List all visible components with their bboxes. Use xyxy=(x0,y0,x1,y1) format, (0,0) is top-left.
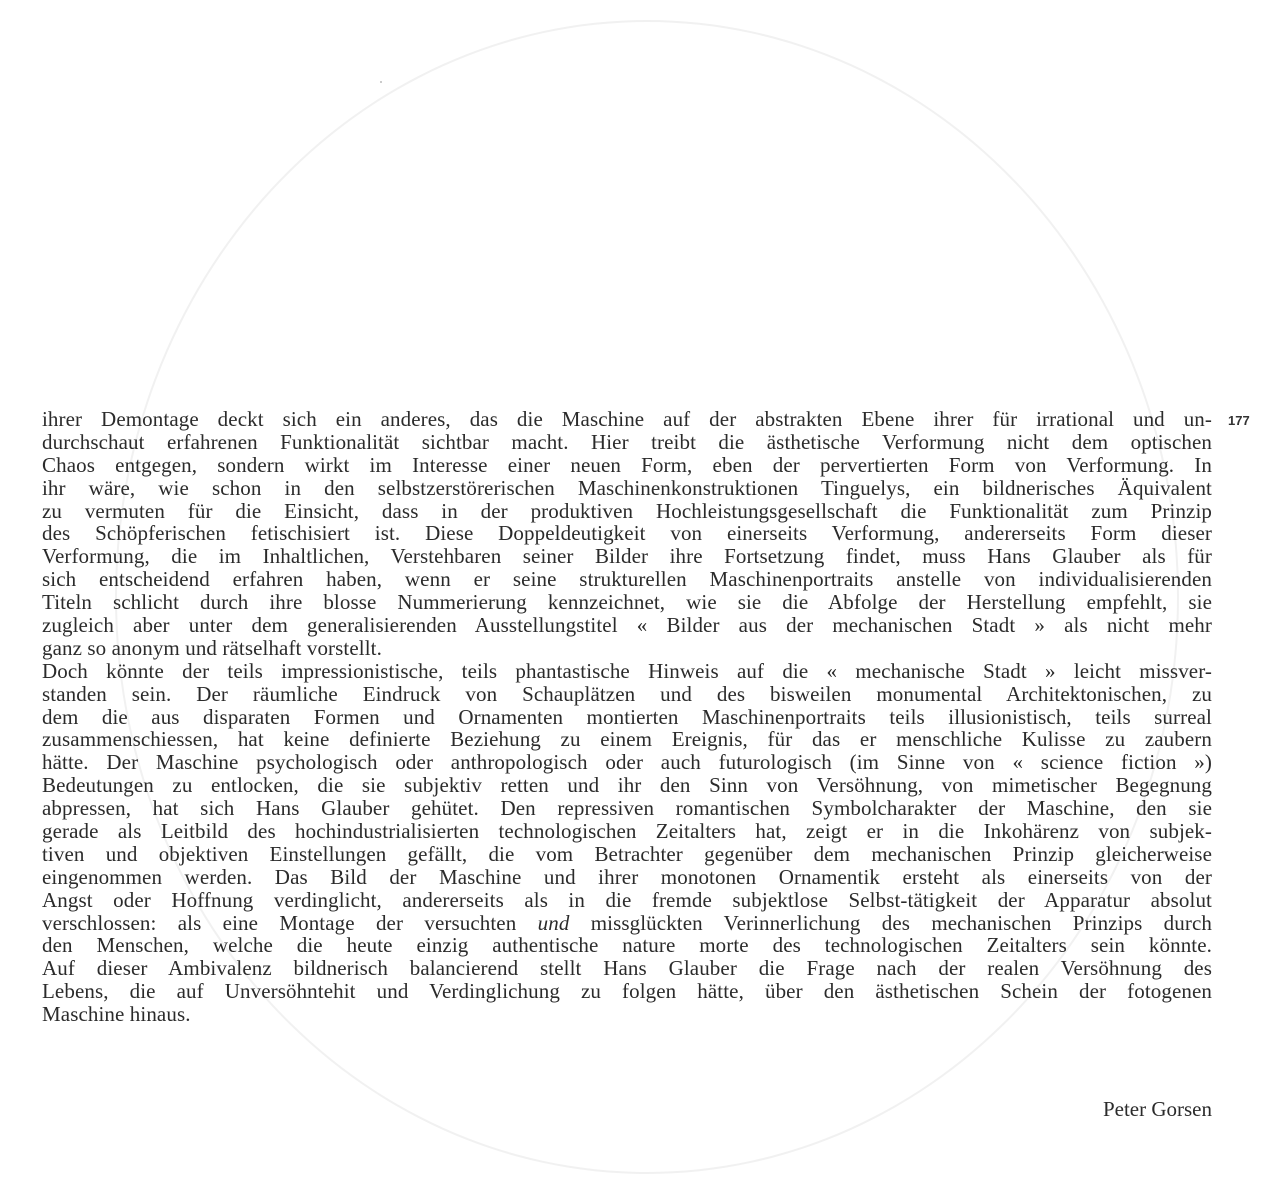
speck xyxy=(380,81,382,83)
text-line: zugleich aber unter dem generalisierenden Ausstellungstitel « Bilder aus der mechanischen Stadt » als nicht mehr xyxy=(42,613,1212,638)
author-signature: Peter Gorsen xyxy=(1102,1097,1212,1121)
text-line: ihr wäre, wie schon in den selbstzerstörerischen Maschinenkonstruktionen Tinguelys, ein bildnerisches Äquivalent xyxy=(42,475,1212,500)
text-line: ganz so anonym und rätselhaft vorstellt. xyxy=(42,635,382,660)
emphasis-und: und xyxy=(537,910,570,935)
text-line: Bedeutungen zu entlocken, die sie subjektiv retten und ihr den Sinn von Versöhnung, von mimetischer Begegnung xyxy=(42,773,1212,798)
body-text xyxy=(42,408,1212,1026)
text-line: tiven und objektiven Einstellungen gefällt, die vom Betrachter gegenüber dem mechanischen Prinzip gleicherweise xyxy=(42,841,1212,866)
text-line: durchschaut erfahrenen Funktionalität sichtbar macht. Hier treibt die ästhetische Verformung nicht dem optischen xyxy=(42,429,1212,454)
text-line: Lebens, die auf Unversöhntehit und Verdinglichung zu folgen hätte, über den ästhetischen Schein der fotogenen xyxy=(42,979,1212,1004)
text-line: Verformung, die im Inhaltlichen, Verstehbaren seiner Bilder ihre Fortsetzung findet, muss Hans Glauber als für xyxy=(42,544,1212,569)
text-line: des Schöpferischen fetischisiert ist. Diese Doppeldeutigkeit von einerseits Verformung, andererseits Form dieser xyxy=(42,521,1212,546)
text-line: zusammenschiessen, hat keine definierte Beziehung zu einem Ereignis, für das er menschliche Kulisse zu zaubern xyxy=(42,727,1212,752)
page-number: 177 xyxy=(1228,413,1250,428)
text-line: standen sein. Der räumliche Eindruck von Schauplätzen und des bisweilen monumental Architektonischen, zu xyxy=(42,681,1212,706)
text-line: Titeln schlicht durch ihre blosse Nummerierung kennzeichnet, wie sie die Abfolge der Herstellung empfehlt, sie xyxy=(42,590,1212,615)
text-line: sich entscheidend erfahren haben, wenn er seine strukturellen Maschinenportraits anstelle von individualisierenden xyxy=(42,567,1212,592)
text-line: Chaos entgegen, sondern wirkt im Interesse einer neuen Form, eben der pervertierten Form von Verformung. In xyxy=(42,452,1212,477)
text-line: hätte. Der Maschine psychologisch oder anthropologisch oder auch futurologisch (im Sinne von « science fiction ») xyxy=(42,750,1212,775)
text-line: zu vermuten für die Einsicht, dass in der produktiven Hochleistungsgesellschaft die Funktionalität zum Prinzip xyxy=(42,498,1212,523)
text-line: eingenommen werden. Das Bild der Maschine und ihrer monotonen Ornamentik ersteht als einerseits von der xyxy=(42,864,1212,889)
text-line: den Menschen, welche die heute einzig authentische nature morte des technologischen Zeitalters sein könnte. xyxy=(42,933,1212,958)
text-segment: verschlossen: als eine Montage der versuchten xyxy=(42,910,538,935)
text-line: Auf dieser Ambivalenz bildnerisch balancierend stellt Hans Glauber die Frage nach der realen Versöhnung des xyxy=(42,956,1212,981)
text-line: ihrer Demontage deckt sich ein anderes, das die Maschine auf der abstrakten Ebene ihrer für irrational und un- xyxy=(42,407,1212,431)
text-line: abpressen, hat sich Hans Glauber gehütet. Den repressiven romantischen Symbolcharakter der Maschine, den sie xyxy=(42,796,1212,821)
text-line: Angst oder Hoffnung verdinglicht, andererseits als in die fremde subjektlose Selbst-tätigkeit der Apparatur absolut xyxy=(42,887,1212,912)
text-line: Maschine hinaus. xyxy=(42,1002,191,1027)
text-line: Doch könnte der teils impressionistische, teils phantastische Hinweis auf die « mechanische Stadt » leicht missver- xyxy=(42,658,1212,683)
text-line xyxy=(42,912,1212,935)
text-line: dem die aus disparaten Formen und Ornamenten montierten Maschinenportraits teils illusionistisch, teils surreal xyxy=(42,704,1212,729)
text-segment: missglückten Verinnerlichung des mechanischen Prinzips durch xyxy=(569,910,1212,935)
text-line: gerade als Leitbild des hochindustrialisierten technologischen Zeitalters hat, zeigt er in die Inkohärenz von subjek- xyxy=(42,819,1212,844)
